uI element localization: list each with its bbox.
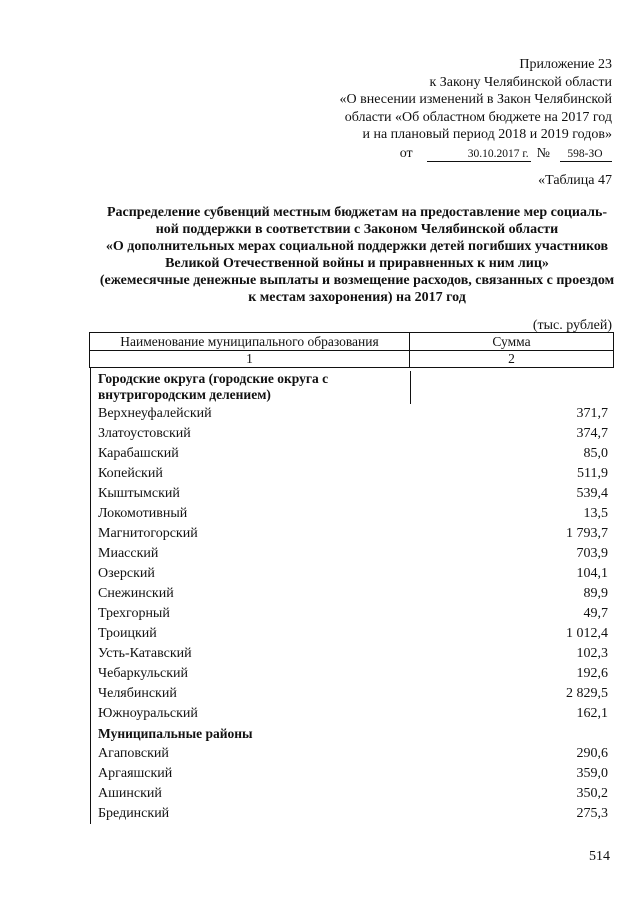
table-row (91, 544, 614, 564)
municipality-name: Брединский (98, 806, 170, 821)
subsidy-amount: 192,6 (576, 666, 608, 681)
subsidy-amount: 359,0 (576, 766, 608, 781)
municipality-name: Ашинский (98, 786, 162, 801)
subsidy-amount: 13,5 (583, 506, 608, 521)
table-row (91, 664, 614, 684)
group1-rows (91, 404, 614, 724)
table-row (91, 764, 614, 784)
table-row (91, 784, 614, 804)
municipality-name: Кыштымский (98, 486, 180, 501)
table-column-numbers (90, 351, 614, 368)
subsidy-amount: 102,3 (576, 646, 608, 661)
municipality-name: Усть-Катавский (98, 646, 192, 661)
municipality-name: Чебаркульский (98, 666, 189, 681)
municipality-name: Миасский (98, 546, 159, 561)
appendix-line: «О внесении изменений в Закон Челябинской (339, 92, 612, 107)
document-title (88, 204, 626, 306)
municipality-name: Трехгорный (98, 606, 170, 621)
subsidy-amount: 49,7 (583, 606, 608, 621)
law-number: 598-ЗО (560, 147, 612, 162)
group-label: Муниципальные районы (98, 726, 253, 741)
appendix-line: области «Об областном бюджете на 2017 год (344, 109, 612, 125)
title-line: Распределение субвенций местным бюджетам на предоставление мер социаль- (106, 205, 608, 220)
subsidy-amount: 539,4 (576, 486, 608, 501)
table-row (91, 404, 614, 424)
table-row (91, 624, 614, 644)
subsidy-amount: 374,7 (576, 426, 608, 441)
title-line: (ежемесячные денежные выплаты и возмещение расходов, связанных с проездом (99, 273, 615, 288)
appendix-header (272, 56, 612, 162)
subsidy-amount: 1 012,4 (566, 626, 608, 641)
municipality-name: Троицкий (98, 626, 157, 641)
group-heading-municipal-districts (91, 724, 614, 744)
group-label: Городские округа (городские округа с внутригородским делением) (91, 371, 411, 404)
municipality-name: Аргаяшский (98, 766, 173, 781)
number-label: № (536, 145, 550, 161)
title-line: к местам захоронения) на 2017 год (248, 290, 466, 305)
table-row (91, 644, 614, 664)
group2-rows (91, 744, 614, 824)
municipality-name: Агаповский (98, 746, 169, 761)
title-line: «О дополнительных мерах социальной поддержки детей погибших участников (105, 239, 609, 254)
municipality-name: Верхнеуфалейский (98, 406, 212, 421)
table-row (91, 464, 614, 484)
municipality-name: Златоустовский (98, 426, 191, 441)
appendix-line: к Закону Челябинской области (429, 74, 612, 90)
table-row (91, 804, 614, 824)
title-line: ной поддержки в соответствии с Законом Челябинской области (155, 222, 559, 237)
subsidy-amount: 703,9 (576, 546, 608, 561)
subsidy-amount: 290,6 (576, 746, 608, 761)
col-1-number: 1 (89, 350, 410, 368)
appendix-line: Приложение 23 (519, 57, 612, 72)
subsidy-table (90, 333, 614, 824)
municipality-name: Магнитогорский (98, 526, 198, 541)
table-row (91, 604, 614, 624)
subsidy-amount: 350,2 (576, 786, 608, 801)
col-name-header: Наименование муниципального образования (89, 332, 410, 351)
appendix-line: и на плановый период 2018 и 2019 годов» (362, 127, 612, 142)
subsidy-amount: 85,0 (583, 446, 608, 461)
table-row (91, 444, 614, 464)
municipality-name: Озерский (98, 566, 155, 581)
municipality-name: Южноуральский (98, 706, 198, 721)
law-reference-line (272, 145, 612, 163)
subsidy-amount: 104,1 (576, 566, 608, 581)
subsidy-amount: 2 829,5 (566, 686, 608, 701)
table-row (91, 484, 614, 504)
table-row (91, 504, 614, 524)
table-row (91, 424, 614, 444)
law-date: 30.10.2017 г. (427, 147, 531, 162)
table-header (90, 333, 614, 351)
subsidy-amount: 89,9 (583, 586, 608, 601)
municipality-name: Локомотивный (98, 506, 188, 521)
col-2-number: 2 (409, 350, 614, 368)
table-row (91, 684, 614, 704)
subsidy-amount: 511,9 (577, 466, 608, 481)
units-label: (тыс. рублей) (532, 318, 612, 333)
municipality-name: Снежинский (98, 586, 174, 601)
group-heading-urban-districts (91, 368, 614, 404)
table-reference: «Таблица 47 (538, 173, 612, 188)
subsidy-amount: 162,1 (576, 706, 608, 721)
table-row (91, 704, 614, 724)
from-label: от (399, 145, 413, 161)
subsidy-amount: 275,3 (576, 806, 608, 821)
col-sum-header: Сумма (409, 332, 614, 351)
table-row (91, 524, 614, 544)
subsidy-amount: 371,7 (576, 406, 608, 421)
subsidy-amount: 1 793,7 (566, 526, 608, 541)
table-row (91, 564, 614, 584)
table-body (90, 368, 614, 824)
municipality-name: Копейский (98, 466, 163, 481)
municipality-name: Карабашский (98, 446, 179, 461)
title-line: Великой Отечественной войны и приравненных к ним лиц» (165, 256, 549, 271)
table-row (91, 744, 614, 764)
table-row (91, 584, 614, 604)
page-number: 514 (589, 849, 610, 864)
municipality-name: Челябинский (98, 686, 177, 701)
